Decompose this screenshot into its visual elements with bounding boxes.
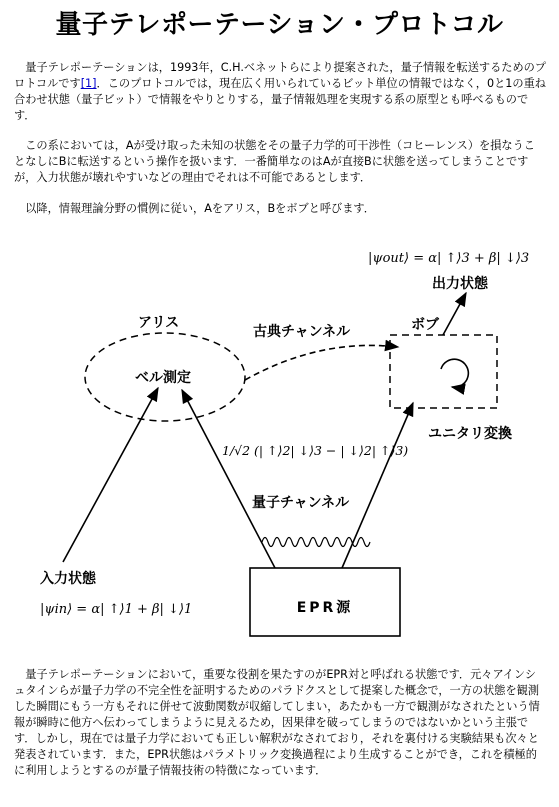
output-arrow: [443, 293, 466, 335]
epr-to-alice-arrow: [182, 390, 275, 568]
input-state-formula: |ψin⟩ = α| ↑⟩1 + β| ↓⟩1: [40, 602, 193, 617]
output-state-formula: |ψout⟩ = α| ↑⟩3 + β| ↓⟩3: [368, 251, 530, 266]
naming-paragraph: 以降，情報理論分野の慣例に従い，Aをアリス，Bをボブと呼びます．: [14, 202, 375, 215]
intro-text-1: 量子テレポーテーションは，1993年，C.H.ベネットらにより提案された，量子情報を転送するためのプロトコルです: [14, 61, 547, 90]
intro-text-2: ．このプロトコルでは，現在広く用いられているビット単位の情報ではなく，0と1の重ね合わせ状態（量子ビット）で情報をやりとりする，量子情報処理を実現する系の原型とも呼べるものです．: [14, 77, 546, 122]
output-state-label: 出力状態: [432, 276, 488, 292]
quantum-channel-label: 量子チャンネル: [252, 495, 350, 511]
page-title: 量子テレポーテーション・プロトコル: [55, 10, 504, 40]
bell-measurement-label: ベル測定: [135, 370, 191, 386]
classical-channel-arrow: [245, 345, 398, 380]
epr-state-formula: 1/√2 (| ↑⟩2| ↓⟩3 − | ↓⟩2| ↑⟩3): [222, 443, 409, 458]
bob-region: [390, 335, 497, 408]
epr-paragraph: 量子テレポーテーションにおいて，重要な役割を果たすのがEPR対と呼ばれる状態です．元々アインシュタインらが量子力学の不完全性を証明するためのパラドクスとして提案した概念で，一方の状態を観測した瞬間にもう一方もそれに併せて波動関数が収縮してしまい，あたかも一方で観測がなされたという情報が瞬時に他方へ伝わってしまうように見えるため，因果律を破ってしまうのではないかという主張です．しかし，現在では量子力学においても正しい解釈がなされており，それを裏付ける実験結果も次々と発表されています．また，EPR状態はパラメトリック変換過程により生成することができ，これを積極的に利用しようとするのが量子情報技術の特徴になっています．: [14, 668, 540, 777]
input-arrow: [63, 388, 158, 562]
bob-label: ボブ: [411, 317, 439, 333]
system-paragraph: この系においては，Aが受け取った未知の状態をその量子力学的可干渉性（コヒーレンス）を損なうことなしにBに転送するという操作を扱います．一番簡単なのはAが直接Bに状態を送ってしまうことですが，入力状態が壊れやすいなどの理由でそれは不可能であるとします．: [14, 139, 535, 184]
epr-source-label: EPR源: [296, 600, 354, 616]
unitary-rotation-icon: [441, 359, 468, 387]
classical-channel-label: 古典チャンネル: [253, 324, 351, 340]
alice-label: アリス: [138, 315, 180, 331]
unitary-transform-label: ユニタリ変換: [428, 426, 512, 442]
input-state-label: 入力状態: [40, 571, 96, 587]
epr-to-bob-arrow: [342, 403, 413, 568]
reference-link-1[interactable]: [1]: [80, 77, 97, 90]
teleportation-diagram: [0, 240, 559, 660]
intro-paragraph: [14, 60, 546, 124]
